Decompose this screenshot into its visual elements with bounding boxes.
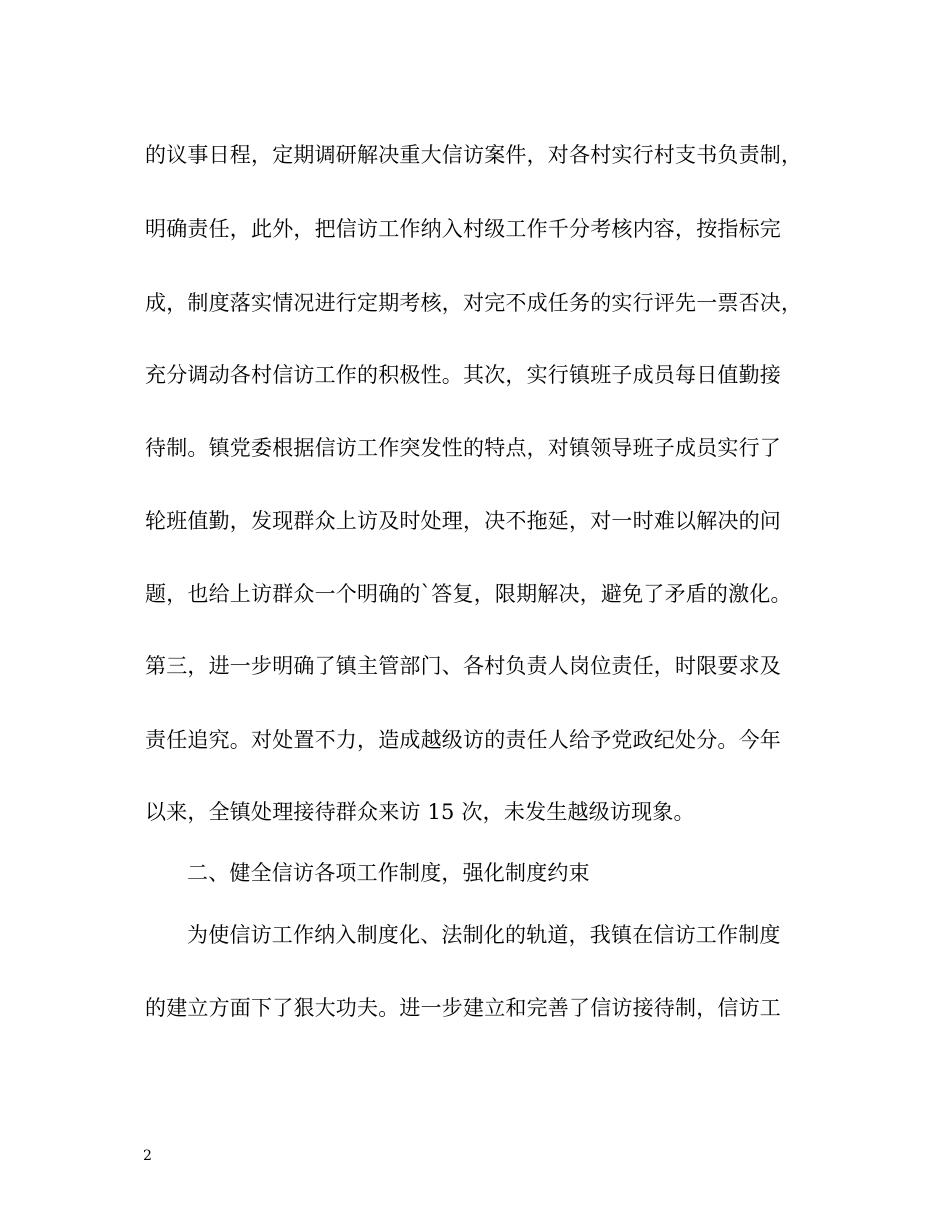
paragraph-line: 题，也给上访群众一个明确的`答复，限期解决，避免了矛盾的激化。 xyxy=(145,582,792,606)
paragraph-line: 明确责任，此外，把信访工作纳入村级工作千分考核内容，按指标完 xyxy=(145,217,781,241)
page-number: 2 xyxy=(143,1148,152,1164)
paragraph-line: 为使信访工作纳入制度化、法制化的轨道，我镇在信访工作制度 xyxy=(187,923,781,947)
paragraph-line: 成，制度落实情况进行定期考核，对完不成任务的实行评先一票否决， xyxy=(145,291,803,315)
section-heading: 二、健全信访各项工作制度，强化制度约束 xyxy=(187,861,590,885)
paragraph-line: 的建立方面下了狠大功夫。进一步建立和完善了信访接待制，信访工 xyxy=(145,996,781,1020)
paragraph-line: 责任追究。对处置不力，造成越级访的责任人给予党政纪处分。今年 xyxy=(145,728,781,752)
paragraph-line: 充分调动各村信访工作的积极性。其次，实行镇班子成员每日值勤接 xyxy=(145,363,781,387)
paragraph-line: 的议事日程，定期调研解决重大信访案件，对各村实行村支书负责制， xyxy=(145,143,803,167)
paragraph-line: 轮班值勤，发现群众上访及时处理，决不拖延，对一时难以解决的问 xyxy=(145,509,781,533)
paragraph-line: 第三，进一步明确了镇主管部门、各村负责人岗位责任，时限要求及 xyxy=(145,654,781,678)
paragraph-line: 待制。镇党委根据信访工作突发性的特点，对镇领导班子成员实行了 xyxy=(145,436,781,460)
paragraph-line: 以来，全镇处理接待群众来访 15 次，未发生越级访现象。 xyxy=(145,800,695,824)
